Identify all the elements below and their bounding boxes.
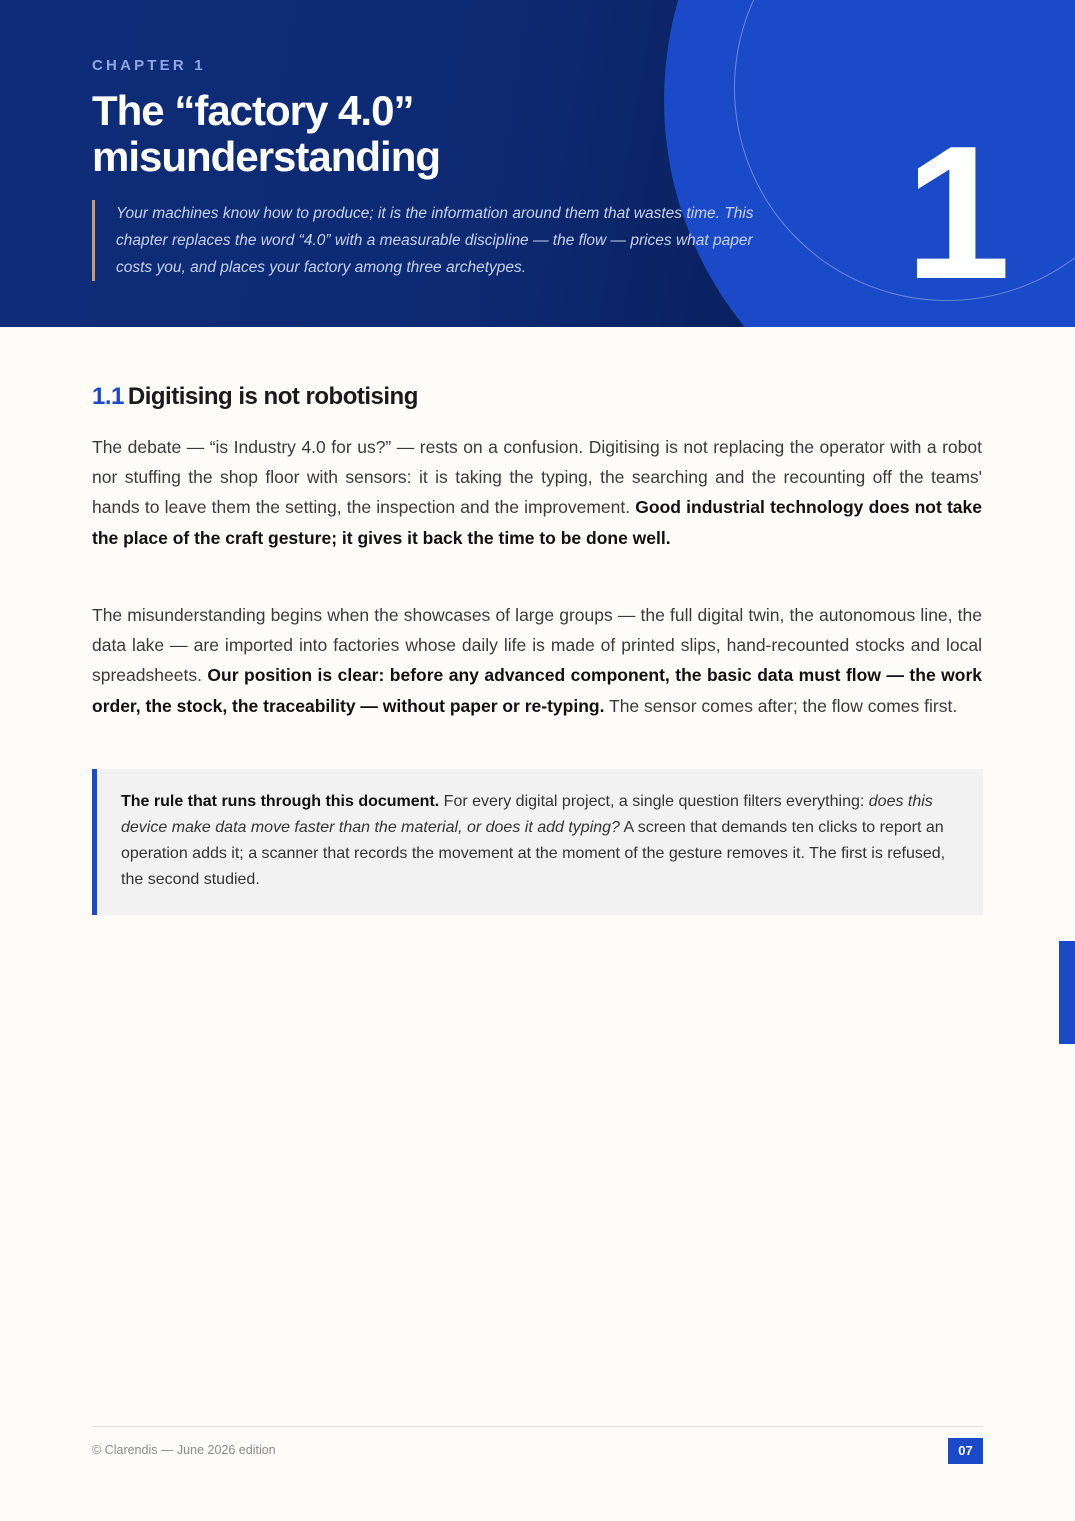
chapter-edge-tab [1059,941,1075,1044]
chapter-title-line-2: misunderstanding [92,133,441,180]
chapter-header [0,0,1075,327]
paragraph-1-emphasis: Good industrial technology does not take the place of the craft gesture; it gives it back the time to be done well. [92,497,982,548]
body-paragraph-1 [92,432,982,553]
section-heading [92,383,418,411]
section-title: Digitising is not robotising [127,383,418,410]
footer-divider [92,1426,983,1427]
page-number-badge: 07 [948,1438,983,1464]
rule-callout [92,769,983,915]
callout-text-2: A screen that demands ten clicks to report an operation adds it; a scanner that records the movement at the moment of the gesture removes it. The first is refused, the second studied. [121,819,946,888]
chapter-lede: Your machines know how to produce; it is the information around them that wastes time. This chapter replaces the word “4.0” with a measurable discipline — the flow — prices what paper costs you, and places your factory among three archetypes. [92,200,756,281]
body-paragraph-2 [92,600,982,721]
paragraph-1-text: The debate — “is Industry 4.0 for us?” — rests on a confusion. Digitising is not replacing the operator with a robot nor stuffing the shop floor with sensors: it is taking the typing, the searching and the recounting off the teams' hands to leave them the setting, the inspection and the improvement. [92,437,982,518]
chapter-title-line-1: The “factory 4.0” [92,87,414,134]
callout-lead: The rule that runs through this document. [121,793,440,810]
callout-question: does this device make data move faster than the material, or does it add typing? [121,793,933,836]
chapter-label: CHAPTER 1 [92,57,206,74]
footer-copyright: © Clarendis — June 2026 edition [92,1443,276,1457]
chapter-number: 1 [905,107,1011,319]
callout-text-1: For every digital project, a single question filters everything: [439,793,869,810]
paragraph-2-text: The misunderstanding begins when the showcases of large groups — the full digital twin, the autonomous line, the data lake — are imported into factories whose daily life is made of printed slips, hand-recounted stocks and local spreadsheets. [92,605,982,686]
paragraph-2-tail: The sensor comes after; the flow comes first. [604,695,958,716]
paragraph-2-emphasis: Our position is clear: before any advanced component, the basic data must flow — the work order, the stock, the traceability — without paper or re-typing. [92,665,983,716]
chapter-title [92,88,652,180]
section-number: 1.1 [92,383,124,410]
